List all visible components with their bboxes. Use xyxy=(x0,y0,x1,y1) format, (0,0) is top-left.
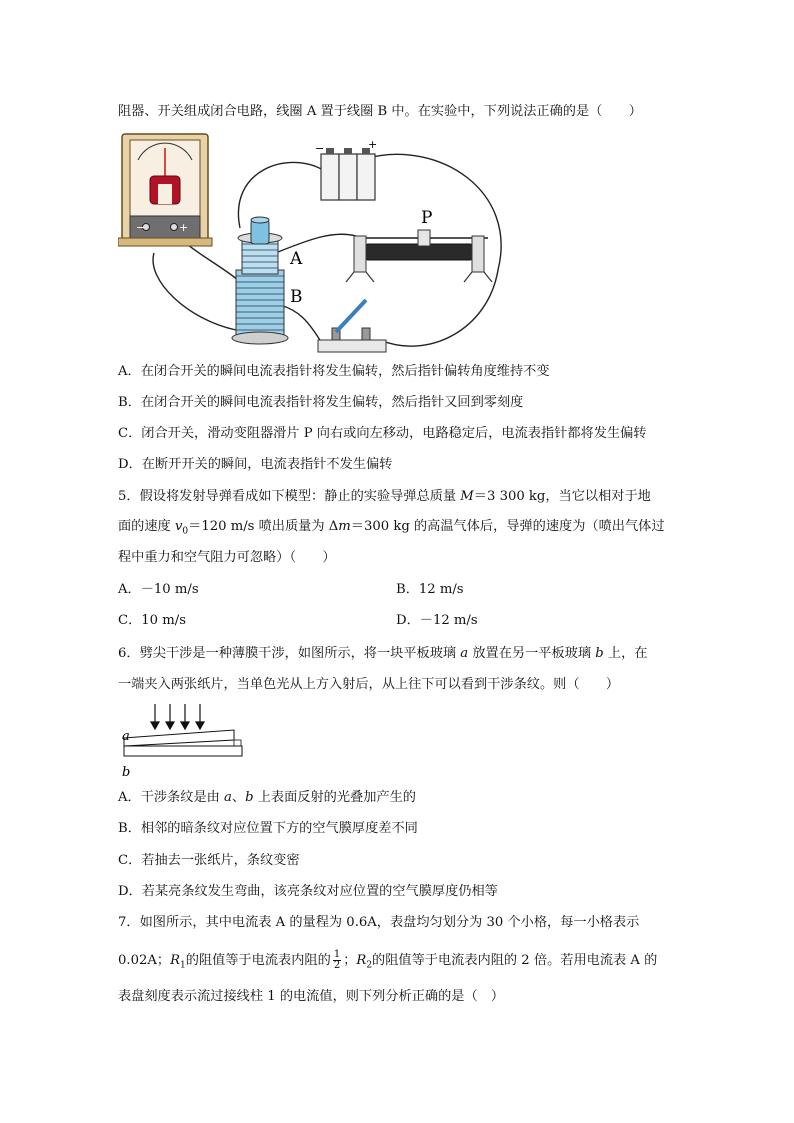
q4-option-a: A．在闭合开关的瞬间电流表指针将发生偏转，然后指针偏转角度维持不变 xyxy=(118,364,550,379)
glass-plate-b xyxy=(124,746,242,756)
q5-stem-line3: 程中重力和空气阻力可忽略）（ ） xyxy=(118,550,336,565)
q4-option-c: C．闭合开关，滑动变阻器滑片 P 向右或向左移动，电路稳定后，电流表指针都将发生偏转 xyxy=(118,426,647,441)
wire-coil-to-battery xyxy=(238,162,323,228)
q5-option-c: C．10 m/s xyxy=(118,613,186,628)
battery-pack xyxy=(315,138,377,200)
question-4-stem-tail: 阻器、开关组成闭合电路，线圈 A 置于线圈 B 中。在实验中，下列说法正确的是（ ） xyxy=(118,104,642,119)
plate-a-label: a xyxy=(122,729,130,744)
knife-switch xyxy=(318,300,386,352)
rheostat xyxy=(346,230,492,282)
paper-strip xyxy=(234,740,241,746)
q7-stem-line1: 7．如图所示，其中电流表 A 的量程为 0.6A，表盘均匀划分为 30 个小格，每一小格表示 xyxy=(118,915,640,930)
q4-option-b: B．在闭合开关的瞬间电流表指针将发生偏转，然后指针又回到零刻度 xyxy=(118,395,524,410)
q5-stem-line1: 5．假设将发射导弹看成如下模型：静止的实验导弹总质量 M＝3 300 kg，当它以相对于地 xyxy=(118,489,651,504)
coil-b xyxy=(232,270,288,344)
wedge-interference-figure xyxy=(118,700,258,780)
glass-plate-a xyxy=(124,730,234,746)
battery-minus-label: − xyxy=(315,142,325,155)
q6-option-a: A．干涉条纹是由 a、b 上表面反射的光叠加产生的 xyxy=(118,790,416,805)
rheostat-slider xyxy=(418,230,430,246)
q5-option-d: D．－12 m/s xyxy=(396,613,478,628)
q6-stem-line2: 一端夹入两张纸片，当单色光从上方入射后，从上往下可以看到干涉条纹。则（ ） xyxy=(118,677,620,692)
meter-plus-label: + xyxy=(179,221,189,234)
slider-p-label: P xyxy=(421,208,433,228)
coil-b-label: B xyxy=(290,287,303,307)
q5-stem-line2: 面的速度 $v_0=120$ m/s 喷出质量为 Δm＝300 kg 的高温气体后，导弹的速度为（喷出气体过 xyxy=(118,519,665,537)
wire-meter-minus xyxy=(153,253,236,330)
coil-a xyxy=(238,217,282,274)
galvanometer xyxy=(118,134,212,246)
one-half-fraction: $\frac{1}{2}$ xyxy=(333,949,341,971)
plate-b-label: b xyxy=(122,765,131,780)
incident-light-arrows xyxy=(151,704,204,729)
battery-plus-label: + xyxy=(368,138,378,151)
q7-stem-line2: 0.02A；$R_1$的阻值等于电流表内阻的 $\frac{1}{2}$ ；$R_2$的阻值等于电流表内阻的 2 倍。若用电流表 A 的 xyxy=(118,949,658,971)
q6-option-b: B．相邻的暗条纹对应位置下方的空气膜厚度差不同 xyxy=(118,821,418,836)
q6-option-d: D．若某亮条纹发生弯曲，该亮条纹对应位置的空气膜厚度仍相等 xyxy=(118,884,498,899)
q5-option-b: B．12 m/s xyxy=(396,582,464,597)
q6-option-c: C．若抽去一张纸片，条纹变密 xyxy=(118,853,300,868)
induction-circuit-figure xyxy=(118,130,518,360)
meter-minus-label: − xyxy=(136,221,146,234)
q6-stem-line1: 6．劈尖干涉是一种薄膜干涉，如图所示，将一块平板玻璃 a 放置在另一平板玻璃 b 上，在 xyxy=(118,646,648,661)
q5-option-a: A．－10 m/s xyxy=(118,582,199,597)
q7-stem-line3: 表盘刻度表示流过接线柱 1 的电流值，则下列分析正确的是（ ） xyxy=(118,989,505,1004)
coil-a-label: A xyxy=(290,249,303,269)
q4-option-d: D．在断开开关的瞬间，电流表指针不发生偏转 xyxy=(118,457,393,472)
